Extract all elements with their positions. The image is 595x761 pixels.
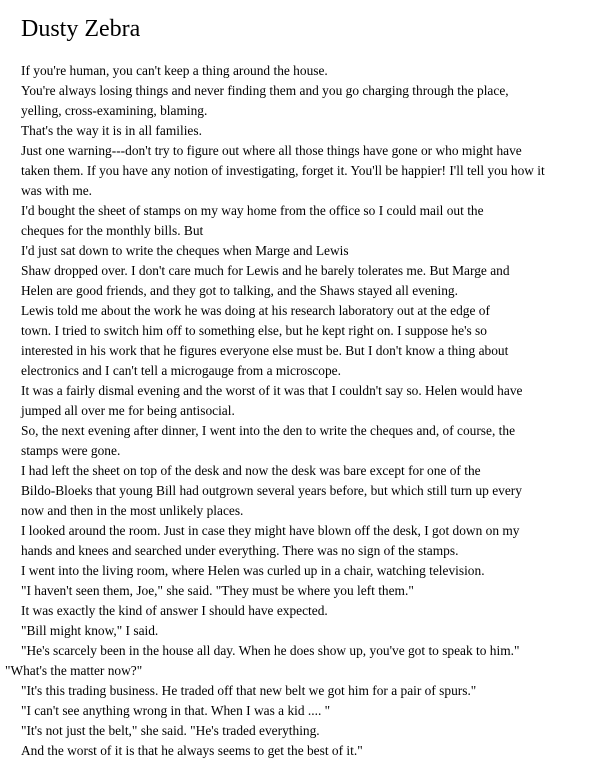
text-line: cheques for the monthly bills. But	[21, 223, 204, 238]
text-line: And the worst of it is that he always seems to get the best of it."	[21, 743, 363, 758]
paragraph	[5, 261, 595, 301]
document-title: Dusty Zebra	[21, 16, 141, 42]
text-line: jumped all over me for being antisocial.	[21, 403, 235, 418]
text-line: yelling, cross-examining, blaming.	[21, 103, 208, 118]
paragraph	[5, 621, 595, 641]
paragraph	[5, 601, 595, 621]
text-line: "It's not just the belt," she said. "He's traded everything.	[21, 723, 320, 738]
text-line: interested in his work that he figures everyone else must be. But I don't know a thing about	[21, 343, 509, 358]
text-line: I looked around the room. Just in case they might have blown off the desk, I got down on my	[21, 523, 520, 538]
text-line: Lewis told me about the work he was doing at his research laboratory out at the edge of	[21, 303, 490, 318]
text-line: town. I tried to switch him off to something else, but he kept right on. I suppose he's so	[21, 323, 487, 338]
paragraph	[5, 461, 595, 521]
paragraph	[5, 301, 595, 381]
text-line: taken them. If you have any notion of investigating, forget it. You'll be happier! I'll tell you how it	[21, 163, 545, 178]
paragraph	[5, 741, 595, 761]
paragraph	[5, 561, 595, 581]
text-line: now and then in the most unlikely places.	[21, 503, 244, 518]
paragraph	[5, 81, 595, 121]
text-line: If you're human, you can't keep a thing around the house.	[21, 63, 328, 78]
text-line: was with me.	[21, 183, 93, 198]
paragraph	[5, 241, 595, 261]
paragraph	[5, 581, 595, 601]
text-line: "I haven't seen them, Joe," she said. "They must be where you left them."	[21, 583, 414, 598]
text-line: Just one warning---don't try to figure out where all those things have gone or who might have	[21, 143, 522, 158]
paragraph	[5, 641, 595, 661]
text-line: hands and knees and searched under everything. There was no sign of the stamps.	[21, 543, 459, 558]
text-line: I'd just sat down to write the cheques when Marge and Lewis	[21, 243, 349, 258]
paragraph	[5, 721, 595, 741]
text-line: You're always losing things and never finding them and you go charging through the place,	[21, 83, 509, 98]
text-line: It was exactly the kind of answer I should have expected.	[21, 603, 328, 618]
paragraph	[5, 681, 595, 701]
paragraph	[5, 121, 595, 141]
text-line: "It's this trading business. He traded off that new belt we got him for a pair of spurs."	[21, 683, 477, 698]
text-line: "Bill might know," I said.	[21, 623, 159, 638]
text-line: "What's the matter now?"	[5, 663, 143, 678]
paragraph	[5, 141, 595, 201]
paragraph	[5, 701, 595, 721]
text-line: Shaw dropped over. I don't care much for Lewis and he barely tolerates me. But Marge and	[21, 263, 510, 278]
text-line: I went into the living room, where Helen was curled up in a chair, watching television.	[21, 563, 485, 578]
text-line: Bildo-Bloeks that young Bill had outgrown several years before, but which still turn up every	[21, 483, 522, 498]
document-body	[5, 61, 595, 761]
text-line: So, the next evening after dinner, I went into the den to write the cheques and, of course, the	[21, 423, 516, 438]
text-line: "He's scarcely been in the house all day. When he does show up, you've got to speak to him."	[21, 643, 520, 658]
text-line: I'd bought the sheet of stamps on my way home from the office so I could mail out the	[21, 203, 484, 218]
text-line: "I can't see anything wrong in that. When I was a kid .... "	[21, 703, 331, 718]
text-line: electronics and I can't tell a microgauge from a microscope.	[21, 363, 341, 378]
text-line: stamps were gone.	[21, 443, 121, 458]
paragraph	[5, 661, 595, 681]
text-line: It was a fairly dismal evening and the worst of it was that I couldn't say so. Helen would have	[21, 383, 523, 398]
text-line: I had left the sheet on top of the desk and now the desk was bare except for one of the	[21, 463, 481, 478]
text-line: Helen are good friends, and they got to talking, and the Shaws stayed all evening.	[21, 283, 458, 298]
paragraph	[5, 381, 595, 421]
paragraph	[5, 521, 595, 561]
paragraph	[5, 201, 595, 241]
text-line: That's the way it is in all families.	[21, 123, 202, 138]
paragraph	[5, 61, 595, 81]
paragraph	[5, 421, 595, 461]
